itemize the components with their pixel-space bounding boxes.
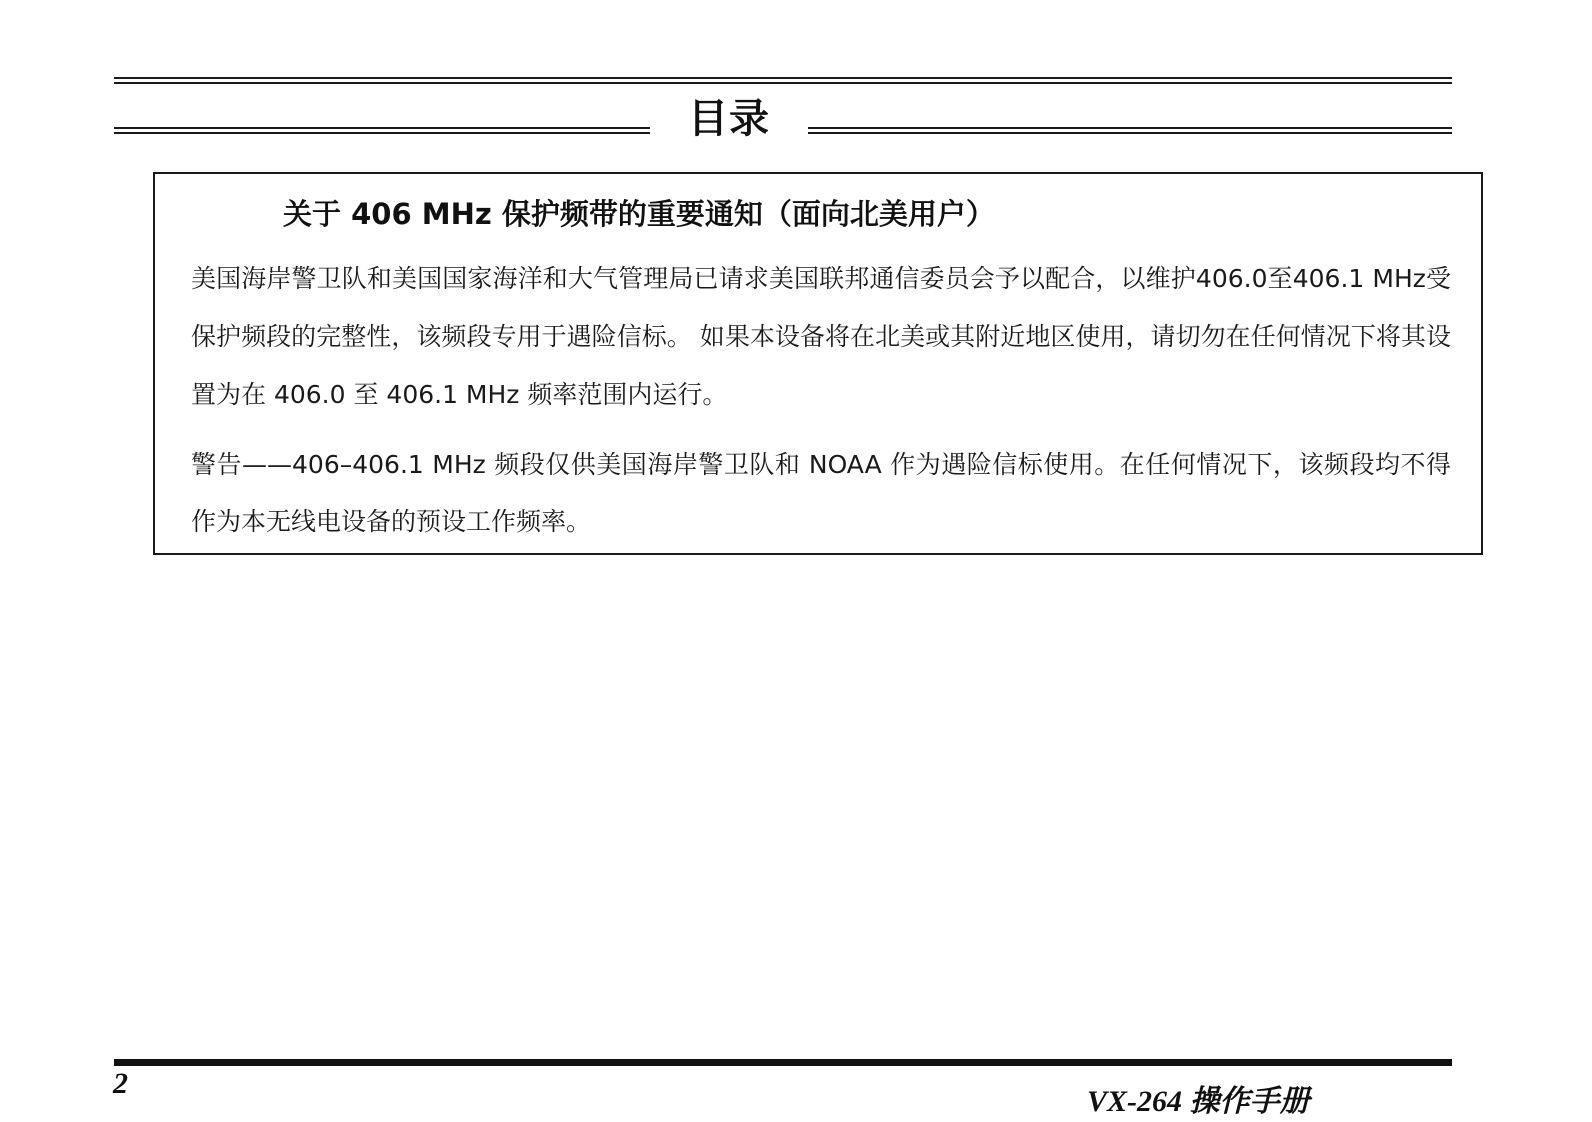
manual-label: 操作手册 (1189, 1084, 1310, 1119)
header-rule-top-2 (114, 82, 1452, 84)
page-number: 2 (113, 1067, 128, 1100)
manual-title (1087, 1084, 1310, 1120)
notice-paragraph-1: 美国海岸警卫队和美国国家海洋和大气管理局已请求美国联邦通信委员会予以配合，以维护406.0至406.1 MHz受保护频段的完整性，该频段专用于遇险信标。 如果本设备将在北美或其附近地区使用，请切勿在任何情况下将其设置为在 406.0 至 406.1 MHz 频率范围内运行。 (191, 264, 1451, 409)
header-rule-top-1 (114, 77, 1452, 79)
notice-paragraph-2: 警告——406–406.1 MHz 频段仅供美国海岸警卫队和 NOAA 作为遇险信标使用。在任何情况下，该频段均不得作为本无线电设备的预设工作频率。 (191, 450, 1451, 536)
manual-model: VX-264 (1087, 1085, 1183, 1118)
page-title: 目录 (650, 95, 808, 143)
notice-heading: 关于 406 MHz 保护频带的重要通知（面向北美用户） (283, 197, 995, 231)
notice-box (153, 172, 1483, 555)
footer-rule (114, 1059, 1452, 1066)
